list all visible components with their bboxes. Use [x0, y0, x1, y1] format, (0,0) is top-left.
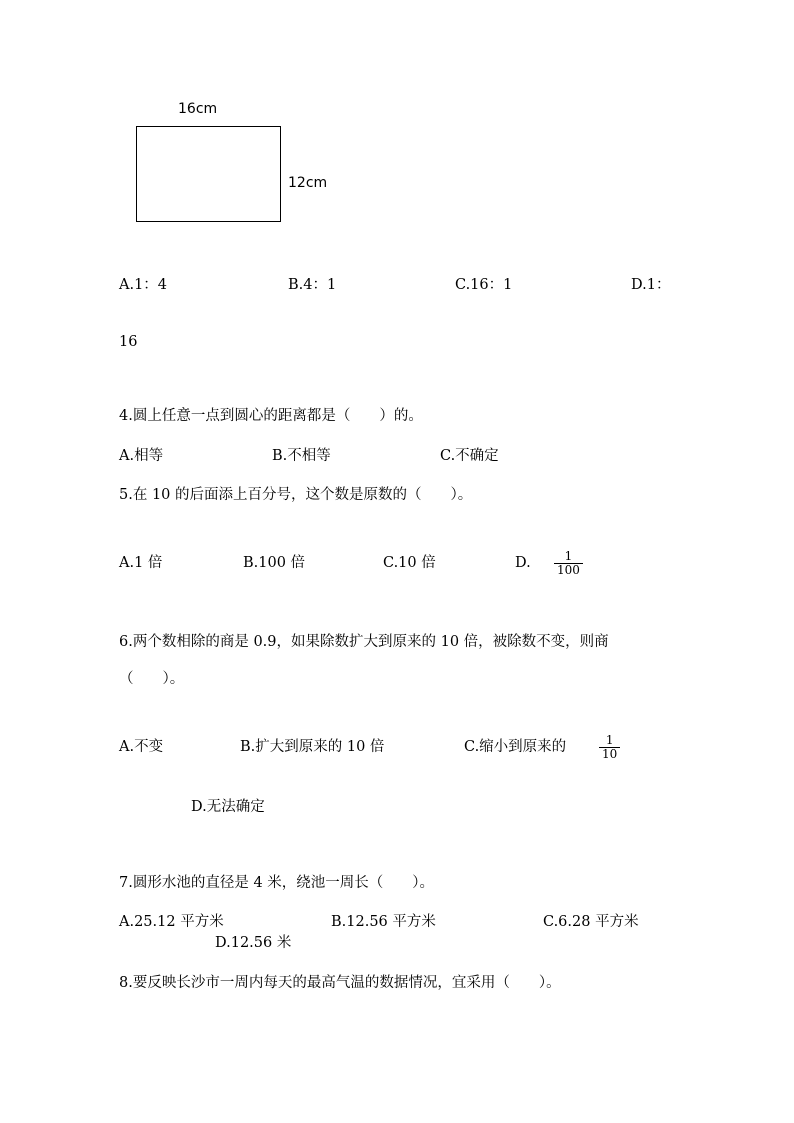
q3-option-d: D.1： [631, 277, 671, 293]
q8-stem: 8.要反映长沙市一周内每天的最高气温的数据情况，宜采用（ ）。 [119, 975, 561, 991]
q6-option-b: B.扩大到原来的 10 倍 [240, 739, 385, 755]
q7-option-b: B.12.56 平方米 [331, 914, 436, 930]
q6-option-c: C.缩小到原来的 [464, 739, 567, 755]
q6-stem-line2: （ ）。 [119, 671, 185, 687]
q3-option-a: A.1：4 [119, 277, 168, 293]
q4-stem: 4.圆上任意一点到圆心的距离都是（ ）的。 [119, 408, 423, 424]
q3-option-b: B.4：1 [288, 277, 337, 293]
rectangle-height-label: 12cm [288, 175, 328, 191]
q3-option-d-wrap: 16 [119, 334, 138, 350]
q6-option-d: D.无法确定 [191, 799, 265, 815]
q5-fraction-denominator: 100 [554, 563, 583, 577]
q5-stem: 5.在 10 的后面添上百分号，这个数是原数的（ ）。 [119, 487, 473, 503]
q5-option-d: D. [515, 555, 531, 571]
q6-fraction-denominator: 10 [599, 747, 620, 761]
q6-stem-line1: 6.两个数相除的商是 0.9，如果除数扩大到原来的 10 倍，被除数不变，则商 [119, 634, 609, 650]
q4-option-c: C.不确定 [440, 448, 499, 464]
q5-fraction-one-hundredth [554, 550, 583, 577]
q5-fraction-numerator: 1 [564, 549, 573, 563]
rectangle-figure [136, 126, 281, 222]
q7-stem: 7.圆形水池的直径是 4 米，绕池一周长（ ）。 [119, 875, 435, 891]
q7-option-c: C.6.28 平方米 [543, 914, 639, 930]
q4-option-a: A.相等 [119, 448, 164, 464]
q4-option-b: B.不相等 [272, 448, 331, 464]
q6-fraction-numerator: 1 [605, 733, 614, 747]
q5-option-b: B.100 倍 [243, 555, 306, 571]
q7-option-a: A.25.12 平方米 [119, 914, 224, 930]
rectangle-width-label: 16cm [178, 101, 218, 117]
q3-option-c: C.16：1 [455, 277, 513, 293]
q6-fraction-one-tenth [599, 734, 620, 761]
q5-option-c: C.10 倍 [383, 555, 436, 571]
q6-option-a: A.不变 [119, 739, 164, 755]
q7-option-d: D.12.56 米 [215, 935, 292, 951]
q5-option-a: A.1 倍 [119, 555, 163, 571]
